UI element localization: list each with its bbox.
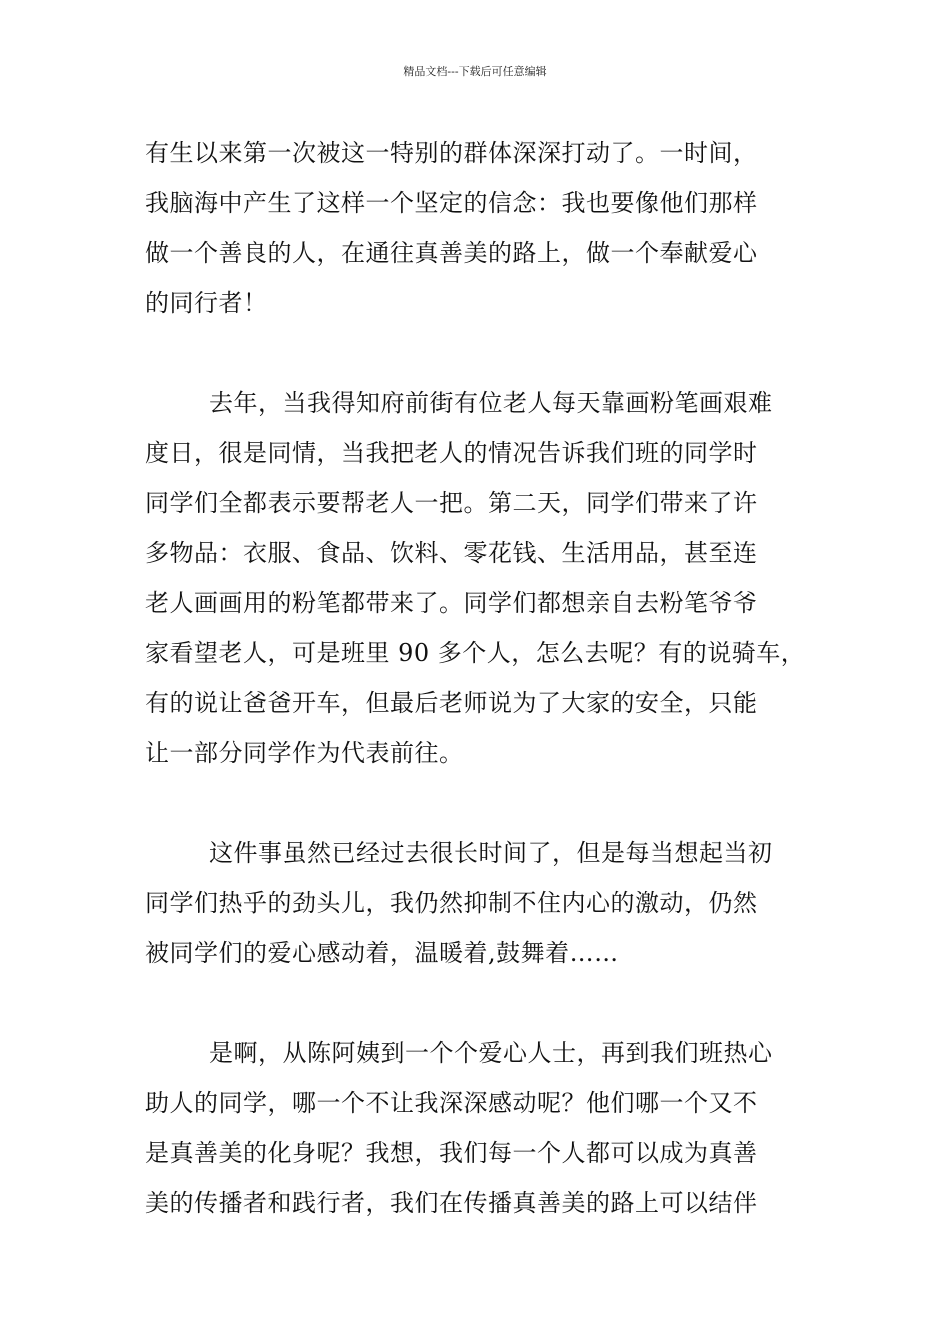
text-line: 有生以来第一次被这一特别的群体深深打动了。一时间， [145, 139, 758, 167]
text-line: 的同行者！ [145, 289, 268, 317]
text-line: 我脑海中产生了这样一个坚定的信念：我也要像他们那样 [145, 189, 758, 217]
text-line: 助人的同学，哪一个不让我深深感动呢？他们哪一个又不 [145, 1089, 758, 1117]
paragraph-4 [145, 1028, 810, 1228]
paragraph-3 [145, 828, 810, 978]
text-line-indented: 去年，当我得知府前街有位老人每天靠画粉笔画艰难 [209, 389, 773, 417]
text-line: 家看望老人，可是班里 90 多个人，怎么去呢？有的说骑车， [145, 639, 806, 667]
text-line: 同学们热乎的劲头儿，我仍然抑制不住内心的激动，仍然 [145, 889, 758, 917]
paragraph-gap [145, 778, 810, 828]
text-line: 被同学们的爱心感动着，温暖着,鼓舞着…… [145, 939, 619, 967]
paragraph-gap [145, 328, 810, 378]
text-line-indented: 这件事虽然已经过去很长时间了，但是每当想起当初 [209, 839, 773, 867]
text-line: 同学们全都表示要帮老人一把。第二天，同学们带来了许 [145, 489, 758, 517]
text-line: 有的说让爸爸开车，但最后老师说为了大家的安全，只能 [145, 689, 758, 717]
text-line-indented: 是啊，从陈阿姨到一个个爱心人士，再到我们班热心 [209, 1039, 773, 1067]
text-line: 是真善美的化身呢？我想，我们每一个人都可以成为真善 [145, 1139, 758, 1167]
text-line: 度日，很是同情，当我把老人的情况告诉我们班的同学时 [145, 439, 758, 467]
paragraph-2 [145, 378, 810, 778]
paragraph-1 [145, 128, 810, 328]
page-header: 精品文档---下载后可任意编辑 [403, 65, 547, 78]
text-line: 做一个善良的人，在通往真善美的路上，做一个奉献爱心 [145, 239, 758, 267]
text-line: 老人画画用的粉笔都带来了。同学们都想亲自去粉笔爷爷 [145, 589, 758, 617]
document-body [145, 128, 810, 1228]
text-line: 多物品：衣服、食品、饮料、零花钱、生活用品，甚至连 [145, 539, 758, 567]
text-line: 让一部分同学作为代表前往。 [145, 739, 464, 767]
paragraph-gap [145, 978, 810, 1028]
text-line: 美的传播者和践行者，我们在传播真善美的路上可以结伴 [145, 1189, 758, 1217]
